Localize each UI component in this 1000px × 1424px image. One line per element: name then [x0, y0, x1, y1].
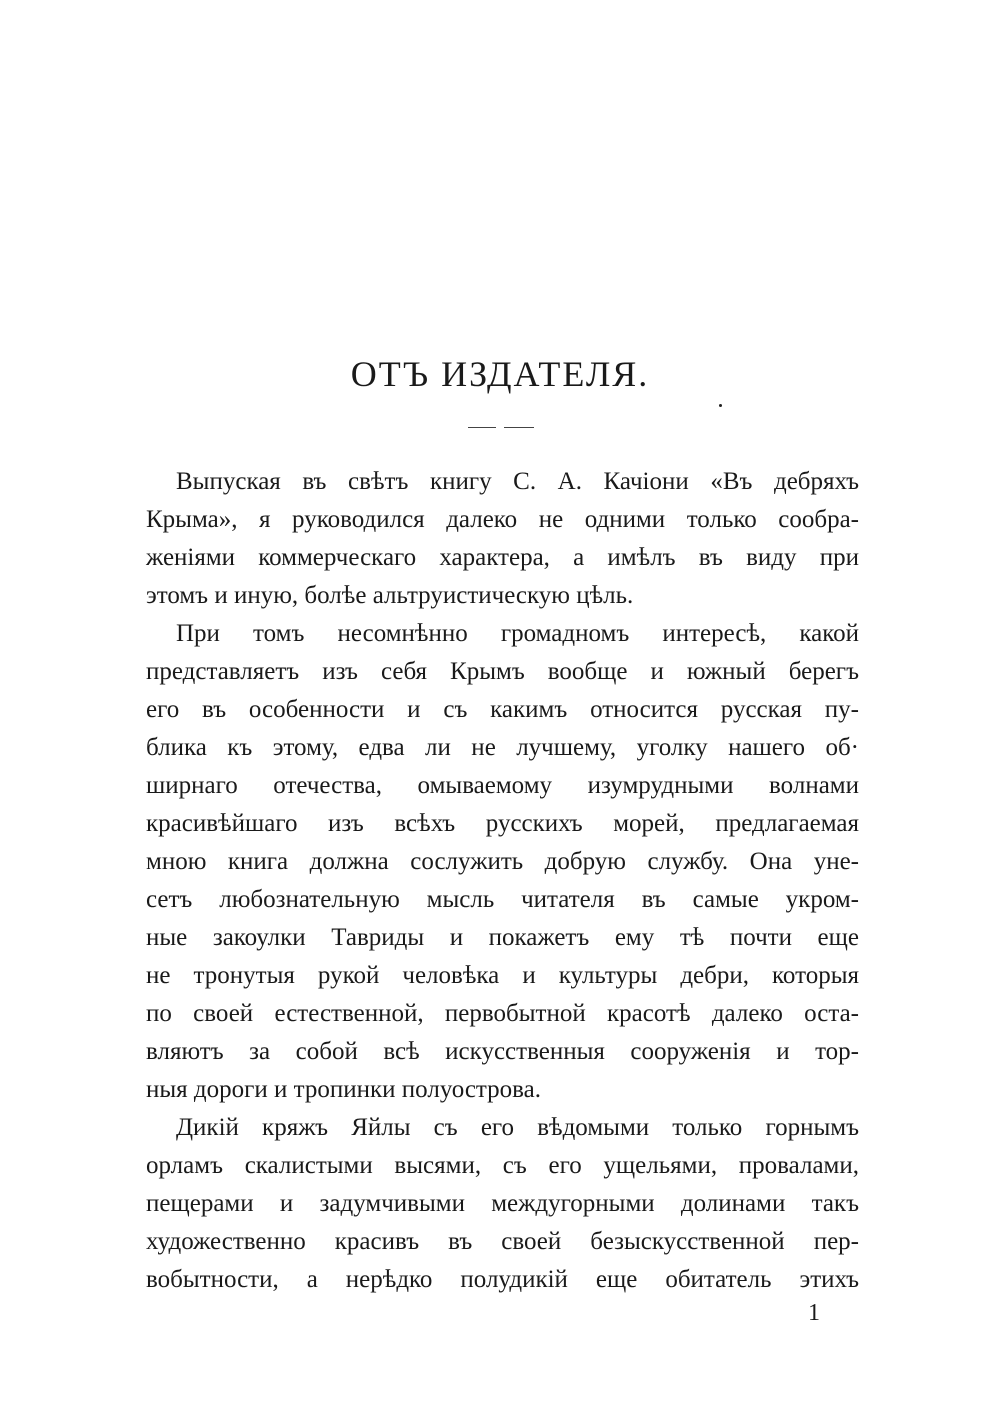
text-line: художественно красивъ въ своей безыскусственной пер- [146, 1228, 859, 1255]
chapter-title: ОТЪ ИЗДАТЕЛЯ. [350, 354, 650, 394]
title-divider [468, 427, 534, 429]
text-line: ширнаго отечества, омываемому изумрудными волнами [146, 772, 859, 799]
text-line: женіями коммерческаго характера, а имѣлъ въ виду при [146, 544, 859, 571]
text-line: ные закоулки Тавриды и покажетъ ему тѣ почти еще [146, 924, 859, 951]
text-line: ныя дороги и тропинки полуострова. [146, 1076, 541, 1103]
text-line: блика къ этому, едва ли не лучшему, уголку нашего об· [146, 734, 859, 761]
text-line: мною книга должна сослужить добрую службу. Она уне- [146, 848, 859, 875]
text-line: орламъ скалистыми высями, съ его ущельями, провалами, [146, 1152, 859, 1179]
divider-segment [468, 427, 496, 428]
text-line: этомъ и иную, болѣе альтруистическую цѣль. [146, 582, 634, 609]
text-line: При томъ несомнѣнно громадномъ интересѣ, какой [176, 620, 859, 647]
text-line: вляютъ за собой всѣ искусственныя сооруженія и тор- [146, 1038, 859, 1065]
text-line: Выпуская въ свѣтъ книгу С. А. Качіони «Въ дебряхъ [176, 468, 859, 495]
text-line: не тронутыя рукой человѣка и культуры дебри, которыя [146, 962, 859, 989]
text-line: сетъ любознательную мысль читателя въ самые укром- [146, 886, 859, 913]
text-line: пещерами и задумчивыми междугорными долинами такъ [146, 1190, 859, 1217]
text-line: представляетъ изъ себя Крымъ вообще и южный берегъ [146, 658, 859, 685]
divider-segment [504, 427, 534, 428]
text-line: Крыма», я руководился далеко не одними только сообра- [146, 506, 859, 533]
text-line: по своей естественной, первобытной красотѣ далеко оста- [146, 1000, 859, 1027]
text-line: его въ особенности и съ какимъ относится русская пу- [146, 696, 859, 723]
text-line: красивѣйшаго изъ всѣхъ русскихъ морей, предлагаемая [146, 810, 859, 837]
text-line: Дикій кряжъ Яйлы съ его вѣдомыми только горнымъ [176, 1114, 859, 1141]
page-number: 1 [808, 1300, 820, 1326]
print-speck [719, 404, 722, 407]
text-line: вобытности, а нерѣдко полудикій еще обитатель этихъ [146, 1266, 859, 1293]
